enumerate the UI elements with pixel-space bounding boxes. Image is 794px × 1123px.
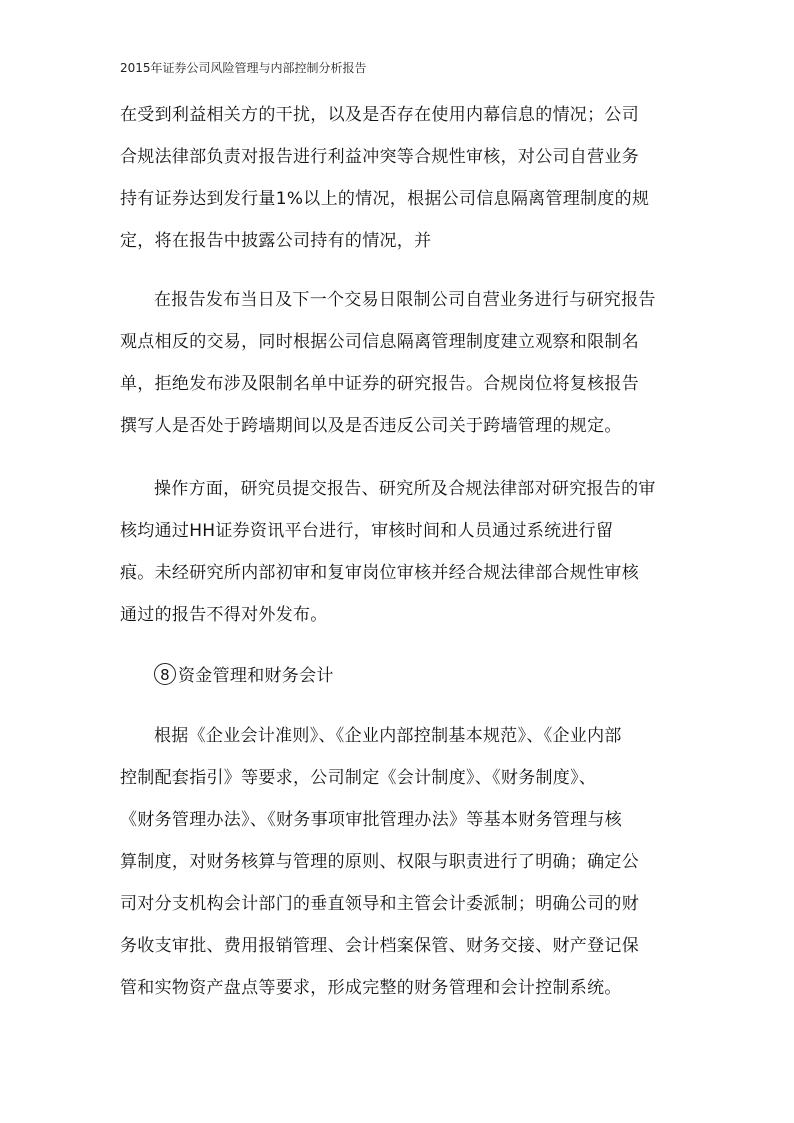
text-line: 观点相反的交易，同时根据公司信息隔离管理制度建立观察和限制名 bbox=[120, 332, 639, 352]
section-heading-text: 资金管理和财务会计 bbox=[178, 666, 334, 686]
text-line: 持有证券达到发行量1%以上的情况，根据公司信息隔离管理制度的规 bbox=[120, 189, 650, 209]
text-line: 撰写人是否处于跨墙期间以及是否违反公司关于跨墙管理的规定。 bbox=[120, 416, 622, 436]
text-line: 操作方面，研究员提交报告、研究所及合规法律部对研究报告的审 bbox=[154, 479, 656, 499]
text-line: 控制配套指引》等要求，公司制定《会计制度》、《财务制度》、 bbox=[120, 768, 597, 788]
text-line: 务收支审批、费用报销管理、会计档案保管、财务交接、财产登记保 bbox=[120, 936, 639, 956]
paragraph-research-independence bbox=[120, 103, 680, 271]
text-line: 司对分支机构会计部门的垂直领导和主管会计委派制；明确公司的财 bbox=[120, 894, 639, 914]
text-line: 《财务管理办法》、《财务事项审批管理办法》等基本财务管理与核 bbox=[120, 810, 622, 830]
text-line: 核均通过HH证券资讯平台进行，审核时间和人员通过系统进行留 bbox=[120, 521, 614, 541]
page-header-title: 2015年证券公司风险管理与内部控制分析报告 bbox=[120, 61, 367, 75]
text-line: 单，拒绝发布涉及限制名单中证券的研究报告。合规岗位将复核报告 bbox=[120, 374, 639, 394]
section-heading bbox=[120, 663, 680, 705]
paragraph-finance-accounting bbox=[120, 724, 680, 1018]
text-line: 定，将在报告中披露公司持有的情况，并 bbox=[120, 231, 432, 251]
text-line: 根据《企业会计准则》、《企业内部控制基本规范》、《企业内部 bbox=[154, 726, 622, 746]
paragraph-operations bbox=[120, 477, 680, 645]
text-line: 管和实物资产盘点等要求，形成完整的财务管理和会计控制系统。 bbox=[120, 978, 622, 998]
text-line: 合规法律部负责对报告进行利益冲突等合规性审核，对公司自营业务 bbox=[120, 147, 639, 167]
text-line: 痕。未经研究所内部初审和复审岗位审核并经合规法律部合规性审核 bbox=[120, 563, 639, 583]
text-line: 通过的报告不得对外发布。 bbox=[120, 605, 328, 625]
text-line: 算制度，对财务核算与管理的原则、权限与职责进行了明确；确定公 bbox=[120, 852, 639, 872]
text-line: 在报告发布当日及下一个交易日限制公司自营业务进行与研究报告 bbox=[154, 290, 656, 310]
section-number-badge: 8 bbox=[154, 663, 176, 685]
paragraph-trading-restriction bbox=[120, 288, 680, 456]
text-line: 在受到利益相关方的干扰，以及是否存在使用内幕信息的情况；公司 bbox=[120, 105, 639, 125]
